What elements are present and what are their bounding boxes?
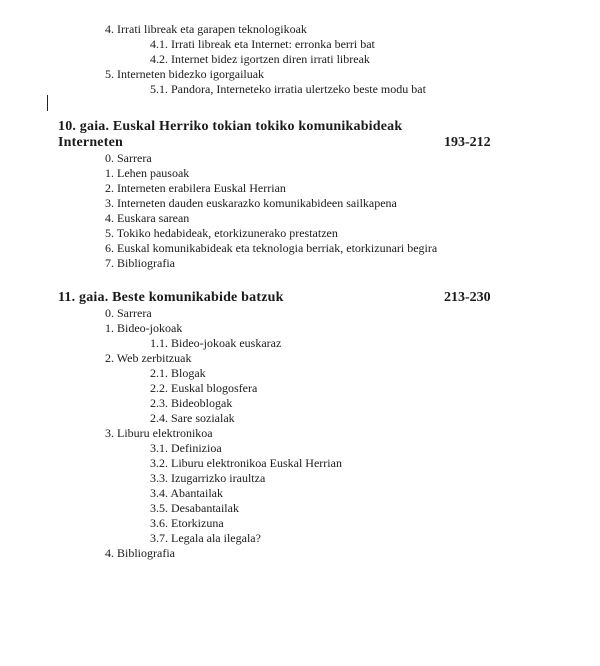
toc-entry: 5. Tokiko hedabideak, etorkizunerako prestatzen [105,226,338,240]
toc-entry: 0. Sarrera [105,306,152,320]
toc-subentry: 2.2. Euskal blogosfera [150,381,258,395]
toc-subentry: 3.1. Definizioa [150,441,222,455]
toc-subentry: 4.2. Internet bidez igortzen diren irrati libreak [150,52,370,66]
toc-subentry: 4.1. Irrati libreak eta Internet: erronka berri bat [150,37,375,51]
chapter-10-pages: 193-212 [444,135,491,150]
toc-entry: 5. Interneten bidezko igorgailuak [105,67,265,81]
toc-entry: 0. Sarrera [105,151,152,165]
toc-entry: 1. Bideo-jokoak [105,321,183,335]
toc-entry: 1. Lehen pausoak [105,166,190,180]
toc-subentry: 3.4. Abantailak [150,486,223,500]
toc-subentry: 2.1. Blogak [150,366,206,380]
text-cursor [47,95,48,111]
toc-subentry: 2.3. Bideoblogak [150,396,233,410]
toc-subentry: 3.5. Desabantailak [150,501,239,515]
toc-entry: 7. Bibliografia [105,256,175,270]
toc-entry: 6. Euskal komunikabideak eta teknologia berriak, etorkizunari begira [105,241,438,255]
chapter-10-title-cont: Interneten [58,135,123,150]
toc-subentry: 3.3. Izugarrizko iraultza [150,471,266,485]
toc-entry: 4. Euskara sarean [105,211,190,225]
toc-subentry: 1.1. Bideo-jokoak euskaraz [150,336,282,350]
toc-subentry: 2.4. Sare sozialak [150,411,235,425]
chapter-10-title: 10. gaia. Euskal Herriko tokian tokiko komunikabideak [58,119,403,134]
toc-entry: 4. Bibliografia [105,546,175,560]
chapter-11-title: 11. gaia. Beste komunikabide batzuk [58,290,284,305]
toc-subentry: 3.6. Etorkizuna [150,516,224,530]
toc-entry: 2. Web zerbitzuak [105,351,192,365]
toc-subentry: 3.2. Liburu elektronikoa Euskal Herrian [150,456,342,470]
toc-entry: 3. Interneten dauden euskarazko komunikabideen sailkapena [105,196,397,210]
toc-entry: 4. Irrati libreak eta garapen teknologikoak [105,22,307,36]
toc-subentry: 5.1. Pandora, Interneteko irratia ulertzeko beste modu bat [150,82,426,96]
toc-entry: 3. Liburu elektronikoa [105,426,213,440]
toc-entry: 2. Interneten erabilera Euskal Herrian [105,181,286,195]
chapter-11-pages: 213-230 [444,290,491,305]
toc-subentry: 3.7. Legala ala ilegala? [150,531,261,545]
